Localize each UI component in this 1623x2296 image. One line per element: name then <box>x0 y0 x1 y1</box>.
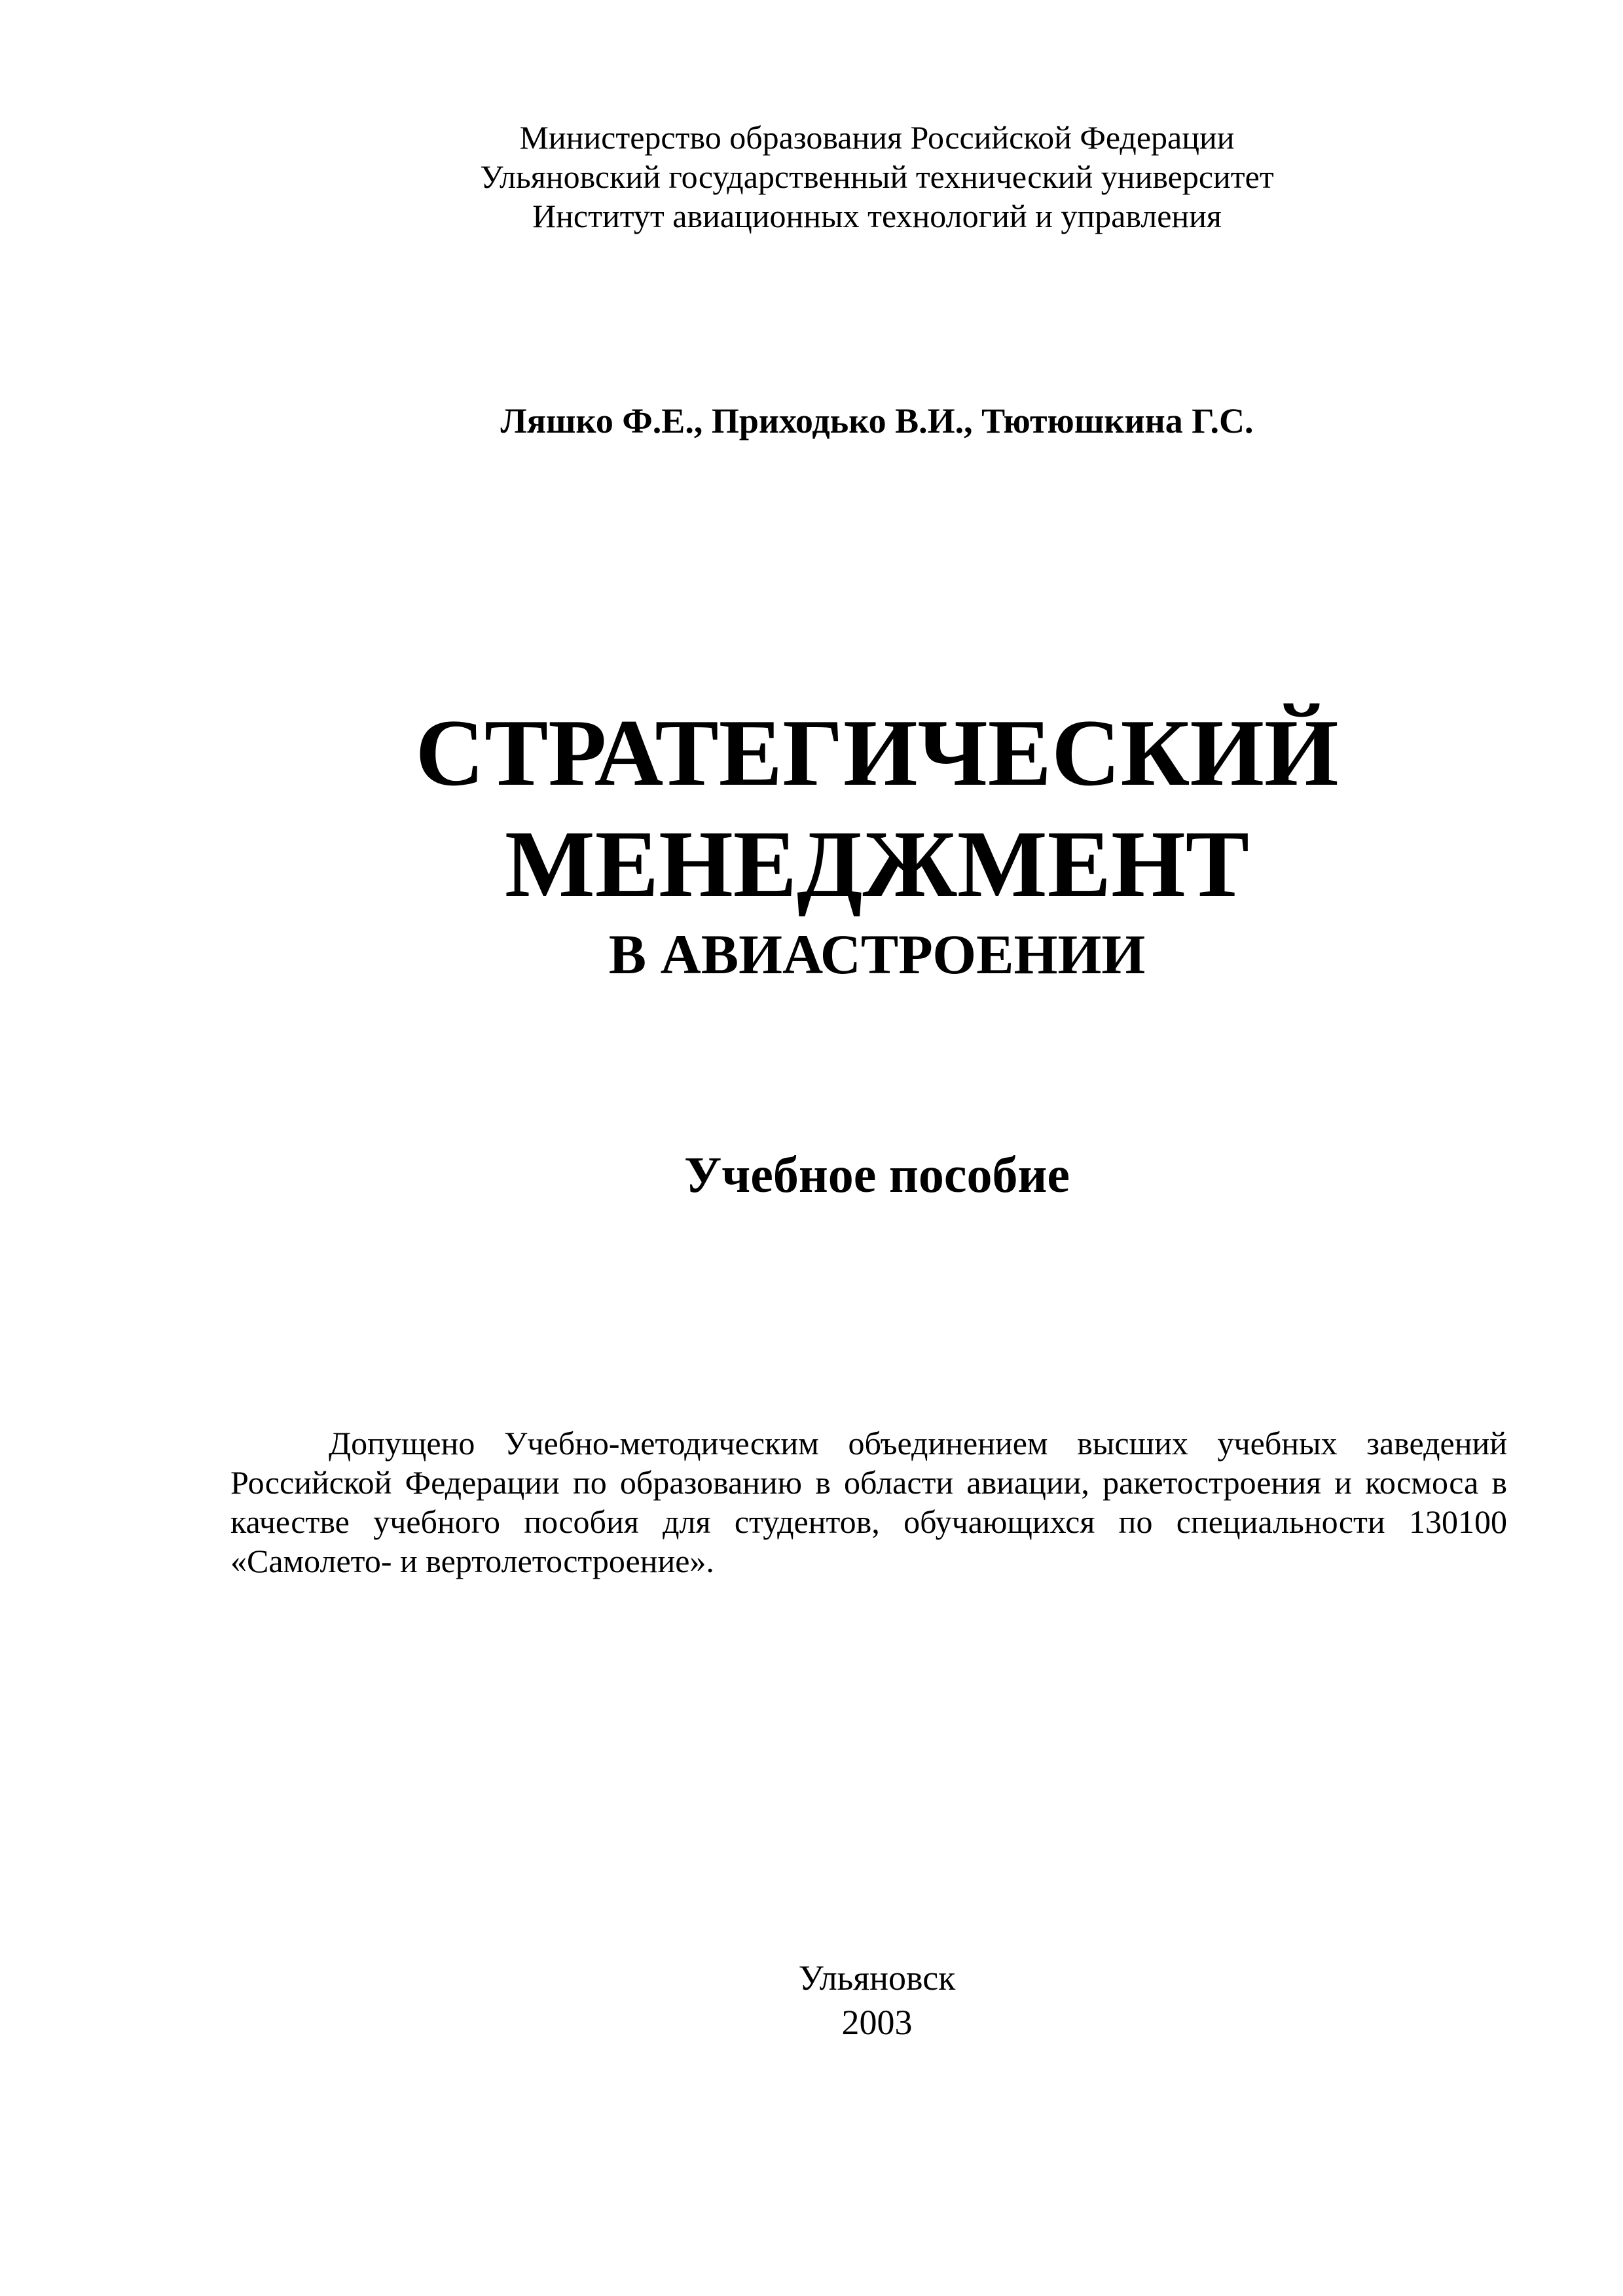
institute-line: Институт авиационных технологий и управления <box>532 198 1222 234</box>
authors: Ляшко Ф.Е., Приходько В.И., Тютюшкина Г.С. <box>500 401 1254 440</box>
ministry-line: Министерство образования Российской Федерации <box>519 119 1235 156</box>
title-line-1: СТРАТЕГИЧЕСКИЙ <box>415 700 1339 806</box>
document-type: Учебное пособие <box>684 1146 1070 1203</box>
imprint <box>0 1956 1623 2045</box>
institution-header <box>0 118 1623 236</box>
imprint-year: 2003 <box>841 2003 913 2042</box>
title-subtitle: В АВИАСТРОЕНИИ <box>608 923 1146 986</box>
imprint-city: Ульяновск <box>798 1958 956 1998</box>
approval-paragraph: Допущено Учебно-методическим объединением высших учебных заведений Российской Федерации по образованию в области авиации, ракетостроения и космоса в качестве учебного пособия для студентов, обучающихся по специальности 130100 «Самолето- и вертолетостроение». <box>230 1425 1507 1579</box>
title-line-2: МЕНЕДЖМЕНТ <box>504 811 1250 917</box>
university-line: Ульяновский государственный технический университет <box>480 158 1274 195</box>
